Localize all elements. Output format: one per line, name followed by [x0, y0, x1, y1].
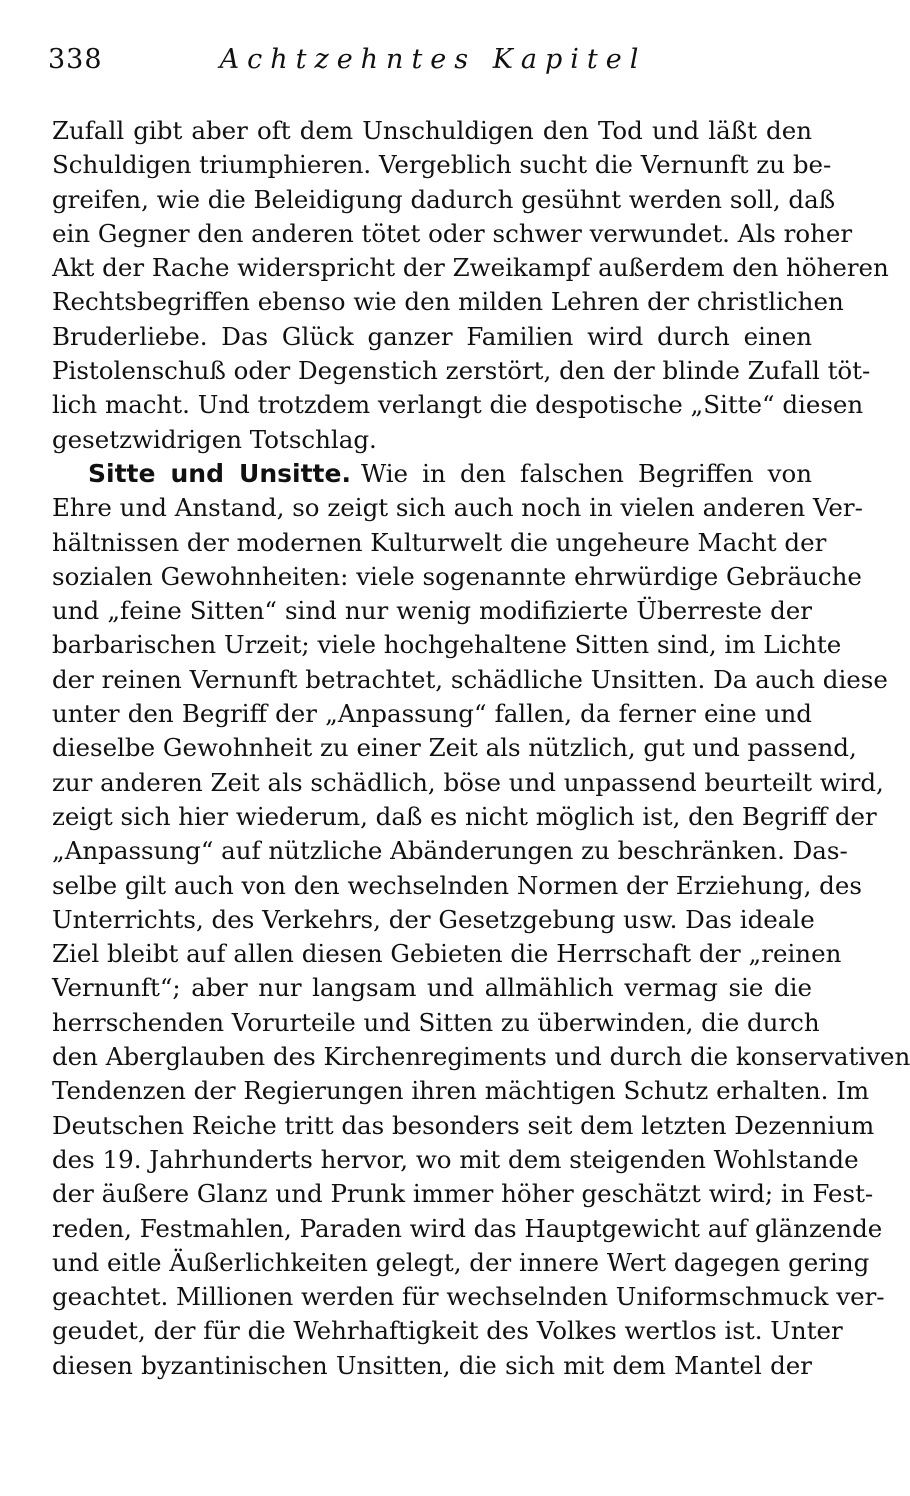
text-line: Schuldigen triumphieren. Vergeblich sucht die Vernunft zu be- — [52, 150, 832, 180]
text-line: Ehre und Anstand, so zeigt sich auch noch in vielen anderen Ver- — [52, 493, 863, 523]
text-line: des 19. Jahrhunderts hervor, wo mit dem steigenden Wohlstande — [52, 1144, 859, 1174]
text-line: hältnissen der modernen Kulturwelt die ungeheure Macht der — [52, 527, 827, 557]
text-line: selbe gilt auch von den wechselnden Normen der Erziehung, des — [52, 870, 862, 900]
text-line: lich macht. Und trotzdem verlangt die despotische „Sitte“ diesen — [52, 390, 864, 420]
text-line: Vernunft“; aber nur langsam und allmählich vermag sie die — [52, 973, 812, 1003]
page-number: 338 — [48, 44, 103, 75]
text-line: und „feine Sitten“ sind nur wenig modifizierte Überreste der — [52, 596, 812, 626]
text-line: zur anderen Zeit als schädlich, böse und unpassend beurteilt wird, — [52, 767, 884, 797]
text-line: Deutschen Reiche tritt das besonders seit dem letzten Dezennium — [52, 1110, 875, 1140]
text-line: greifen, wie die Beleidigung dadurch gesühnt werden soll, daß — [52, 184, 836, 214]
text-line: diesen byzantinischen Unsitten, die sich mit dem Mantel der — [52, 1350, 812, 1380]
text-line: der äußere Glanz und Prunk immer höher geschätzt wird; in Fest- — [52, 1179, 874, 1209]
text-line: geudet, der für die Wehrhaftigkeit des Volkes wertlos ist. Unter — [52, 1316, 843, 1346]
text-line: ein Gegner den anderen tötet oder schwer verwundet. Als roher — [52, 218, 853, 248]
text-line: der reinen Vernunft betrachtet, schädliche Unsitten. Da auch diese — [52, 664, 888, 694]
text-line: Bruderliebe. Das Glück ganzer Familien wird durch einen — [52, 321, 812, 351]
text-line: und eitle Äußerlichkeiten gelegt, der innere Wert dagegen gering — [52, 1247, 870, 1277]
running-head: Achtzehntes Kapitel — [219, 44, 647, 75]
body-text — [52, 114, 910, 1383]
text-line: unter den Begriff der „Anpassung“ fallen, da ferner eine und — [52, 699, 812, 729]
page-header — [48, 40, 818, 80]
text-line: barbarischen Urzeit; viele hochgehaltene Sitten sind, im Lichte — [52, 630, 842, 660]
text-line: sozialen Gewohnheiten: viele sogenannte ehrwürdige Gebräuche — [52, 561, 862, 591]
text-line: Akt der Rache widerspricht der Zweikampf außerdem den höheren — [52, 253, 889, 283]
section-heading: Sitte und Unsitte. — [88, 458, 351, 488]
text-line: Unterrichts, des Verkehrs, der Gesetzgebung usw. Das ideale — [52, 904, 815, 934]
text-line: herrschenden Vorurteile und Sitten zu überwinden, die durch — [52, 1007, 820, 1037]
text-line: Zufall gibt aber oft dem Unschuldigen den Tod und läßt den — [52, 116, 812, 145]
section-heading-line — [52, 457, 812, 491]
text-line: Tendenzen der Regierungen ihren mächtigen Schutz erhalten. Im — [52, 1076, 870, 1106]
text-line: den Aberglauben des Kirchenregiments und durch die konservativen — [52, 1042, 910, 1072]
text-line: geachtet. Millionen werden für wechselnden Uniformschmuck ver- — [52, 1282, 885, 1312]
text-line: Rechtsbegriffen ebenso wie den milden Lehren der christlichen — [52, 287, 844, 317]
text-line: Pistolenschuß oder Degenstich zerstört, den der blinde Zufall töt- — [52, 356, 871, 386]
text-line: „Anpassung“ auf nützliche Abänderungen zu beschränken. Das- — [52, 836, 848, 866]
text-line: gesetzwidrigen Totschlag. — [52, 424, 377, 454]
section-first-line: Wie in den falschen Begriffen von — [360, 458, 812, 488]
text-line: zeigt sich hier wiederum, daß es nicht möglich ist, den Begriff der — [52, 801, 877, 831]
text-line: Ziel bleibt auf allen diesen Gebieten die Herrschaft der „reinen — [52, 939, 842, 969]
text-line: reden, Festmahlen, Paraden wird das Hauptgewicht auf glänzende — [52, 1213, 883, 1243]
text-line: dieselbe Gewohnheit zu einer Zeit als nützlich, gut und passend, — [52, 733, 857, 763]
